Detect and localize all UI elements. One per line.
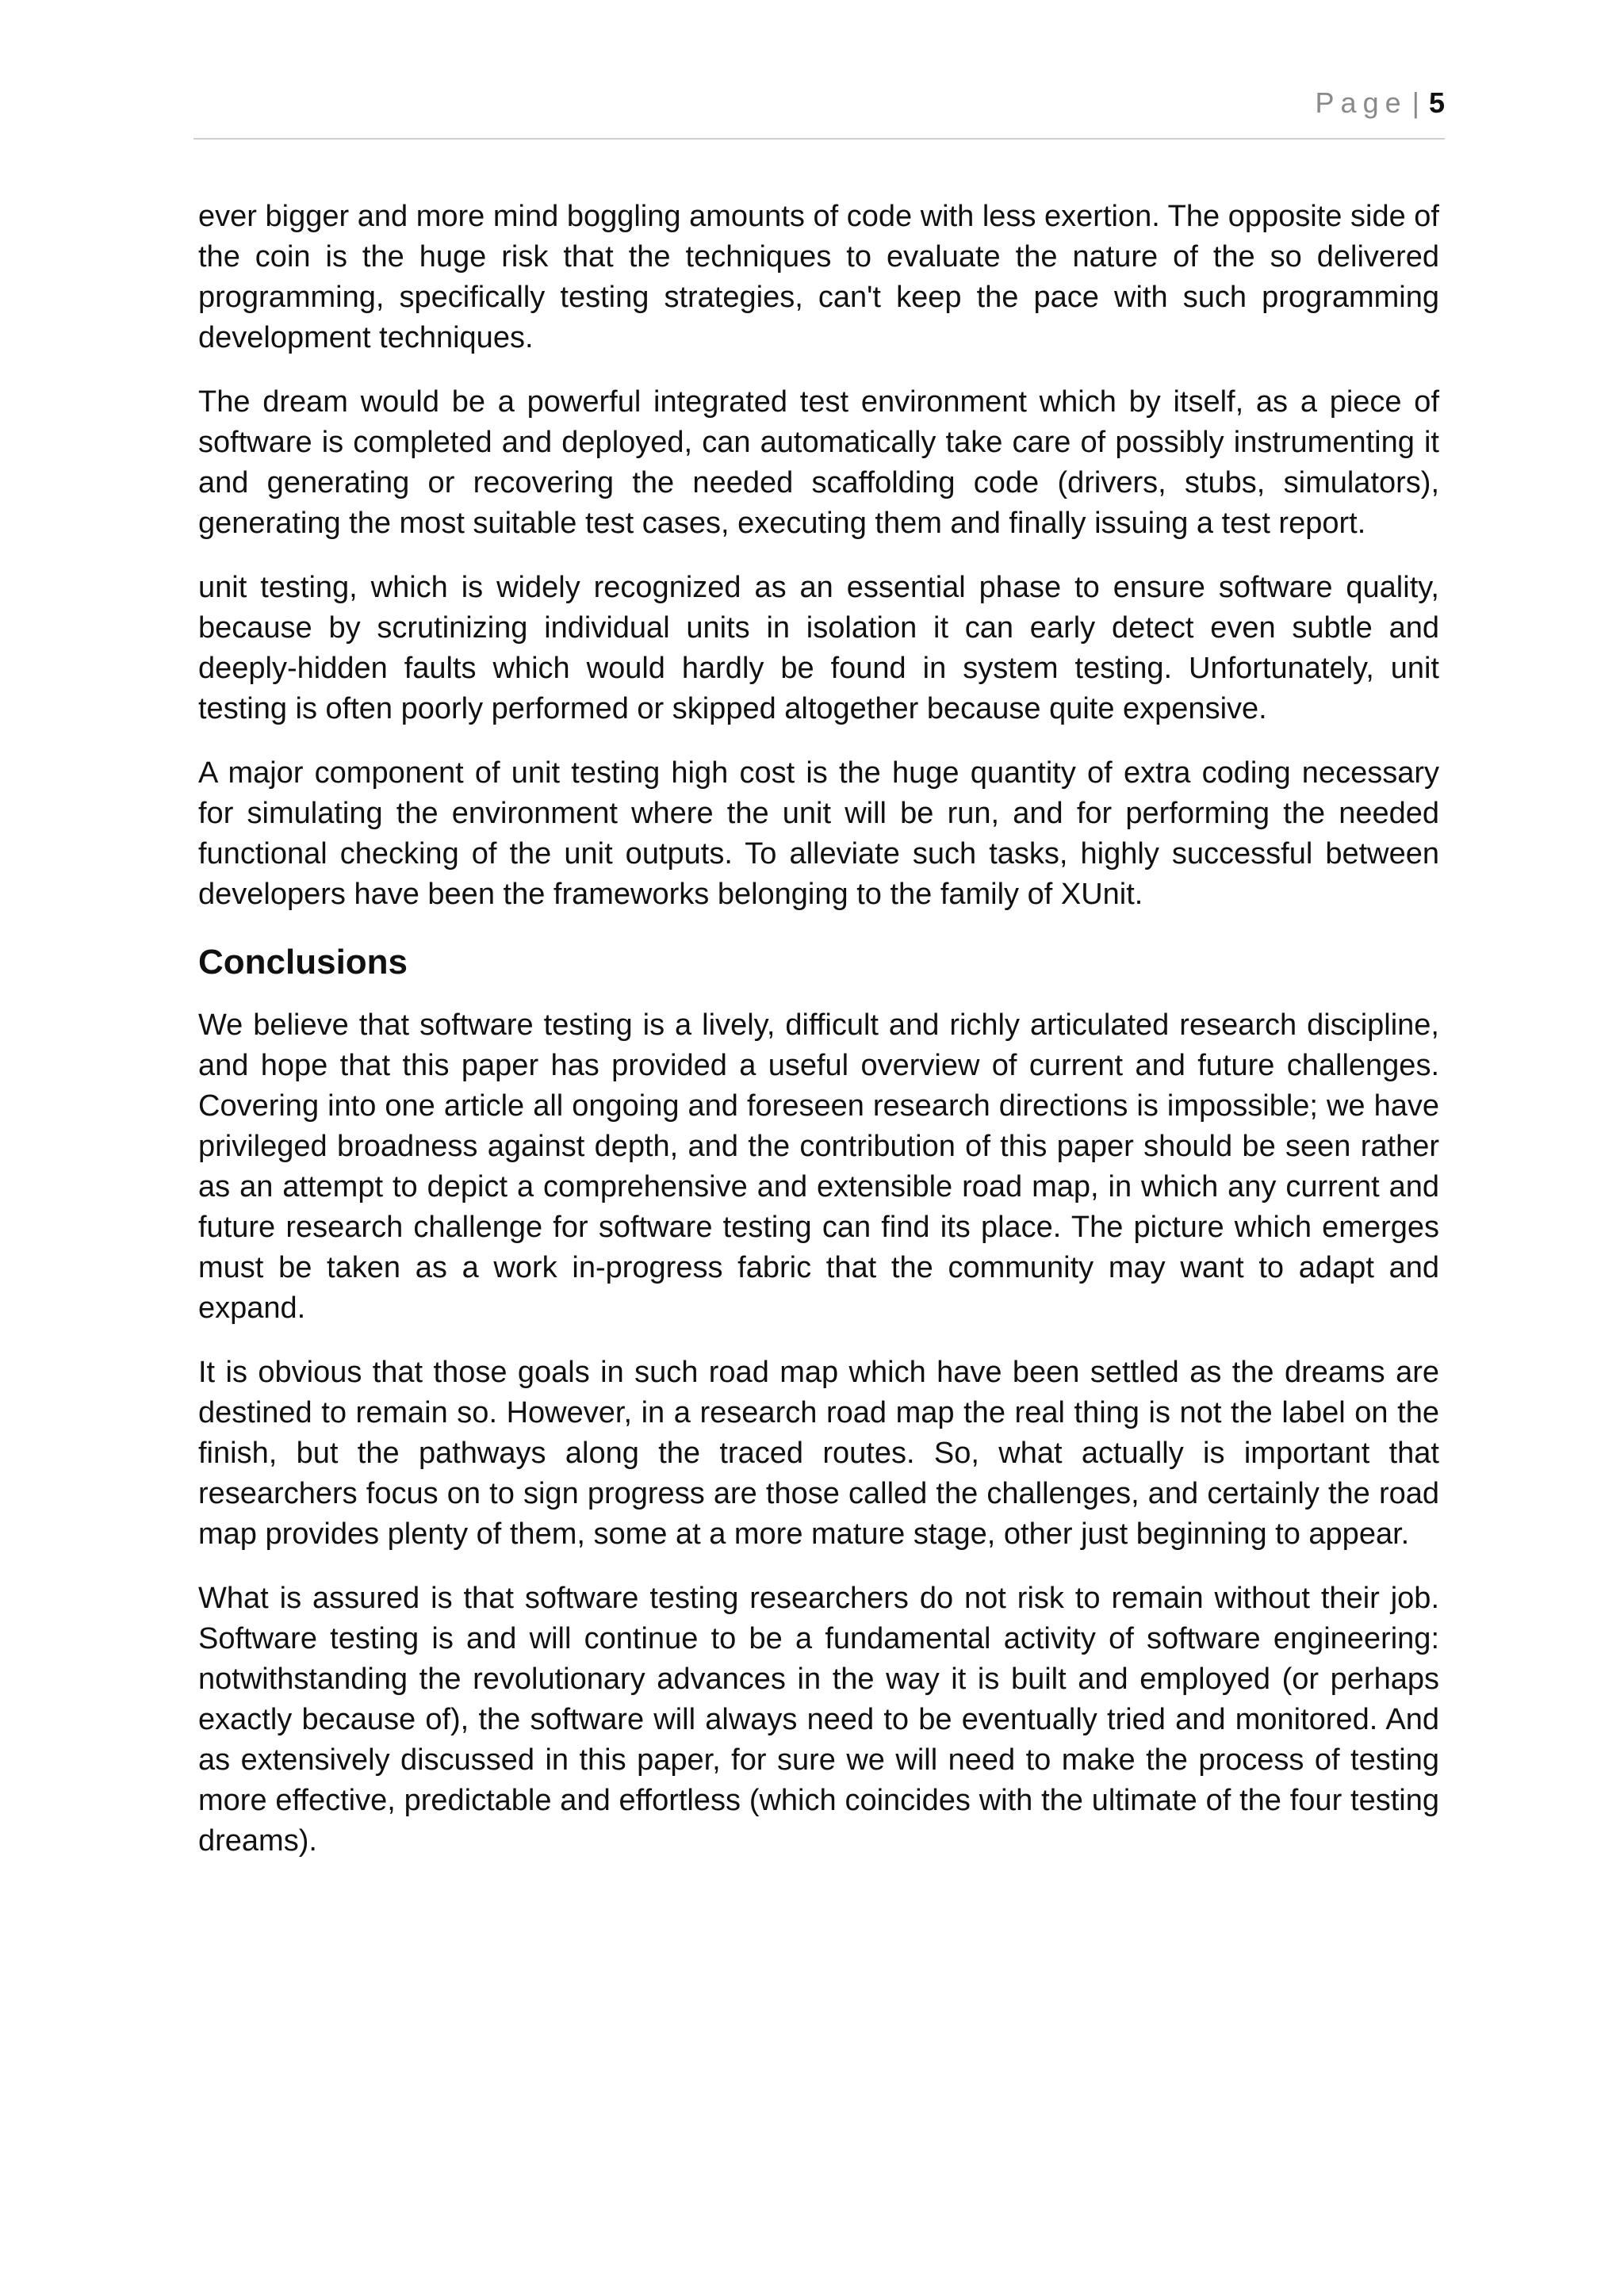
section-heading-conclusions: Conclusions [198,943,408,982]
body-paragraph: ever bigger and more mind boggling amounts of code with less exertion. The opposite side of the coin is the huge risk that the techniques to evaluate the nature of the so delivered programming, specifically testing strategies, can't keep the pace with such programming development techniques. [198,200,1439,354]
conclusions-paragraph: What is assured is that software testing researchers do not risk to remain without their job. Software testing is and will continue to be a fundamental activity of software engineering: notwithstanding the revolutionary advances in the way it is built and employed (or perhaps exactly because of), the software will always need to be eventually tried and monitored. And as extensively discussed in this paper, for sure we will need to make the process of testing more effective, predictable and effortless (which coincides with the ultimate of the four testing dreams). [198,1582,1439,1858]
body-paragraph: The dream would be a powerful integrated test environment which by itself, as a piece of software is completed and deployed, can automatically take care of possibly instrumenting it and generating or recovering the needed scaffolding code (drivers, stubs, simulators), generating the most suitable test cases, executing them and finally issuing a test report. [198,385,1439,540]
page-label: Page [1315,86,1408,119]
conclusions-paragraph: It is obvious that those goals in such road map which have been settled as the dreams are destined to remain so. However, in a research road map the real thing is not the label on the finish, but the pathways along the traced routes. So, what actually is important that researchers focus on to sign progress are those called the challenges, and certainly the road map provides plenty of them, some at a more mature stage, other just beginning to appear. [198,1356,1439,1551]
page-number: 5 [1428,86,1445,119]
page-body [198,197,1439,1885]
conclusions-paragraph: We believe that software testing is a lively, difficult and richly articulated research discipline, and hope that this paper has provided a useful overview of current and future challenges. Covering into one article all ongoing and foreseen research directions is impossible; we have privileged broadness against depth, and the contribution of this paper should be seen rather as an attempt to depict a comprehensive and extensible road map, in which any current and future research challenge for software testing can find its place. The picture which emerges must be taken as a work in-progress fabric that the community may want to adapt and expand. [198,1008,1439,1325]
page-header [193,86,1445,140]
page-separator: | [1411,86,1419,119]
body-paragraph: A major component of unit testing high cost is the huge quantity of extra coding necessary for simulating the environment where the unit will be run, and for performing the needed functional checking of the unit outputs. To alleviate such tasks, highly successful between developers have been the frameworks belonging to the family of XUnit. [198,756,1439,911]
body-paragraph: unit testing, which is widely recognized as an essential phase to ensure software quality, because by scrutinizing individual units in isolation it can early detect even subtle and deeply-hidden faults which would hardly be found in system testing. Unfortunately, unit testing is often poorly performed or skipped altogether because quite expensive. [198,571,1439,725]
